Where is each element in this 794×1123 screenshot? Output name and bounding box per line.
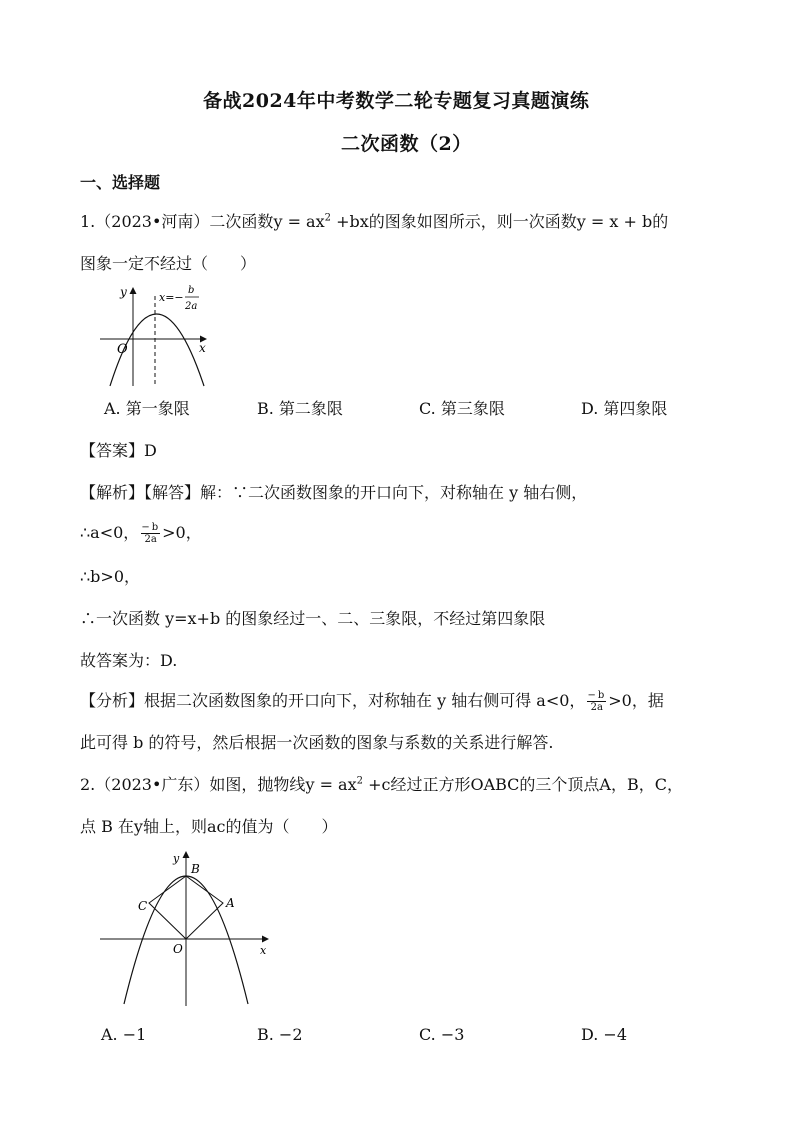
q2-stem-line1: 2.（2023•广东）如图，抛物线$y = ax^2 +c$经过正方形OABC的三个顶点A，B，C， [80,775,683,794]
page-title: 备战2024年中考数学二轮专题复习真题演练 [203,90,590,112]
q2-point-c-label: C [138,899,148,913]
q2-stem-line2: 点 B 在y轴上，则ac的值为（ ） [80,817,338,836]
q1-answer: 【答案】D [80,441,157,460]
q1-analysis-fraction: − b 2a [587,690,605,713]
q2-point-a-label: A [226,896,235,910]
q1-solution-line4: ∴一次函数 y=x+b 的图象经过一、二、三象限，不经过第四象限 [80,609,546,628]
q1-prefix: 1.（2023•河南）二次函数 [80,212,274,231]
q1-solution-line3: ∴b>0， [80,567,141,586]
q2-origin-label: O [173,942,183,956]
q1-solution-line5: 故答案为：D. [80,651,178,670]
q1-formula-quadratic: $y = ax^2 +bx$ [273,212,369,231]
q1-parabola-figure [96,282,216,390]
q1-option-b[interactable]: B. 第二象限 [257,399,343,418]
q2-option-c[interactable]: C. −3 [419,1025,465,1044]
q1-option-d[interactable]: D. 第四象限 [581,399,668,418]
q2-option-b[interactable]: B. −2 [257,1025,303,1044]
q1-fraction: − b 2a [141,522,159,545]
q2-option-d[interactable]: D. −4 [581,1025,628,1044]
q1-stem-line1 [80,212,668,232]
q1-formula-linear: y = x + b [576,212,653,231]
q2-option-a[interactable]: A. −1 [101,1025,147,1044]
q1-y-label: y [120,285,127,299]
section-heading-choice: 一、选择题 [80,173,161,192]
q1-analysis-line1: 【分析】根据二次函数图象的开口向下，对称轴在 y 轴右侧可得 a<0， − b 2a >0，据 [80,690,664,713]
q1-origin-label: O [117,342,128,357]
q1-axis-label: x=− [159,291,184,304]
q1-option-c[interactable]: C. 第三象限 [419,399,505,418]
q1-solution-line2: ∴a<0， − b 2a >0， [80,522,202,545]
q1-x-label: x [199,341,206,355]
q1-stem-line2: 图象一定不经过（ ） [80,254,257,273]
page-subtitle: 二次函数（2） [341,133,472,155]
q1-analysis-line2: 此可得 b 的符号，然后根据一次函数的图象与系数的关系进行解答. [80,733,554,752]
q2-y-label: y [173,852,180,865]
q2-point-b-label: B [191,862,200,876]
q1-mid: 的图象如图所示，则一次函数 [368,212,577,231]
q2-x-label: x [260,944,267,957]
q1-axis-num: b [188,285,195,296]
q1-suffix: 的 [652,212,669,231]
q1-axis-den: 2a [185,301,198,312]
q1-solution-line1: 【解析】【解答】解：∵二次函数图象的开口向下，对称轴在 y 轴右侧， [80,483,588,502]
q2-parabola-square-figure [98,848,274,1008]
q2-formula: $y = ax^2 +c$ [305,775,391,794]
q1-option-a[interactable]: A. 第一象限 [104,399,190,418]
